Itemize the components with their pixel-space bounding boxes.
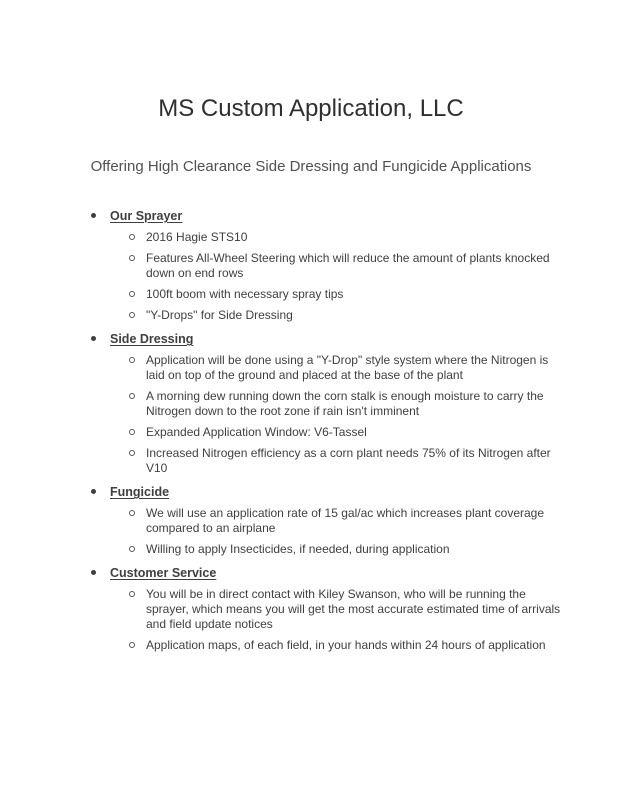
list-item <box>88 353 568 383</box>
item-list <box>88 353 568 476</box>
list-item <box>88 287 568 302</box>
item-text: "Y-Drops" for Side Dressing <box>146 308 293 322</box>
bullet-icon <box>91 336 96 341</box>
item-text: A morning dew running down the corn stalk is enough moisture to carry the Nitrogen down to the root zone if rain isn't imminent <box>146 389 544 418</box>
item-text: Application will be done using a "Y-Drop" style system where the Nitrogen is laid on top of the ground and placed at the base of the plant <box>146 353 549 382</box>
bullet-icon <box>91 489 96 494</box>
item-text: You will be in direct contact with Kiley Swanson, who will be running the sprayer, which means you will get the most accurate estimated time of arrivals and field update notices <box>146 587 561 631</box>
circle-bullet-icon <box>129 357 135 363</box>
section-side-dressing <box>88 329 568 476</box>
circle-bullet-icon <box>129 234 135 240</box>
list-item <box>88 230 568 245</box>
list-item <box>88 389 568 419</box>
item-text: Features All-Wheel Steering which will reduce the amount of plants knocked down on end rows <box>146 251 550 280</box>
list-item <box>88 425 568 440</box>
item-text: Increased Nitrogen efficiency as a corn plant needs 75% of its Nitrogen after V10 <box>146 446 551 475</box>
list-item <box>88 251 568 281</box>
circle-bullet-icon <box>129 393 135 399</box>
item-text: Expanded Application Window: V6-Tassel <box>146 425 367 439</box>
circle-bullet-icon <box>129 312 135 318</box>
section-heading <box>88 329 568 349</box>
section-fungicide <box>88 482 568 557</box>
section-title: Our Sprayer <box>110 209 183 223</box>
list-item <box>88 587 568 632</box>
circle-bullet-icon <box>129 429 135 435</box>
section-list <box>88 206 568 659</box>
item-list <box>88 230 568 323</box>
bullet-icon <box>91 570 96 575</box>
section-title: Side Dressing <box>110 332 194 346</box>
document-title: MS Custom Application, LLC <box>158 95 464 122</box>
section-heading <box>88 482 568 502</box>
item-text: 100ft boom with necessary spray tips <box>146 287 344 301</box>
section-customer-service <box>88 563 568 653</box>
list-item <box>88 542 568 557</box>
section-title: Customer Service <box>110 566 217 580</box>
circle-bullet-icon <box>129 255 135 261</box>
circle-bullet-icon <box>129 642 135 648</box>
item-text: 2016 Hagie STS10 <box>146 230 248 244</box>
item-text: We will use an application rate of 15 gal/ac which increases plant coverage compared to an airplane <box>146 506 545 535</box>
section-heading <box>88 206 568 226</box>
list-item <box>88 506 568 536</box>
document-subtitle: Offering High Clearance Side Dressing and Fungicide Applications <box>90 158 532 175</box>
section-heading <box>88 563 568 583</box>
list-item <box>88 638 568 653</box>
item-list <box>88 506 568 557</box>
bullet-icon <box>91 213 96 218</box>
item-text: Application maps, of each field, in your hands within 24 hours of application <box>146 638 546 652</box>
item-text: Willing to apply Insecticides, if needed, during application <box>146 542 450 556</box>
section-title: Fungicide <box>110 485 170 499</box>
circle-bullet-icon <box>129 510 135 516</box>
item-list <box>88 587 568 653</box>
circle-bullet-icon <box>129 291 135 297</box>
list-item <box>88 308 568 323</box>
circle-bullet-icon <box>129 546 135 552</box>
section-our-sprayer <box>88 206 568 323</box>
circle-bullet-icon <box>129 450 135 456</box>
circle-bullet-icon <box>129 591 135 597</box>
list-item <box>88 446 568 476</box>
